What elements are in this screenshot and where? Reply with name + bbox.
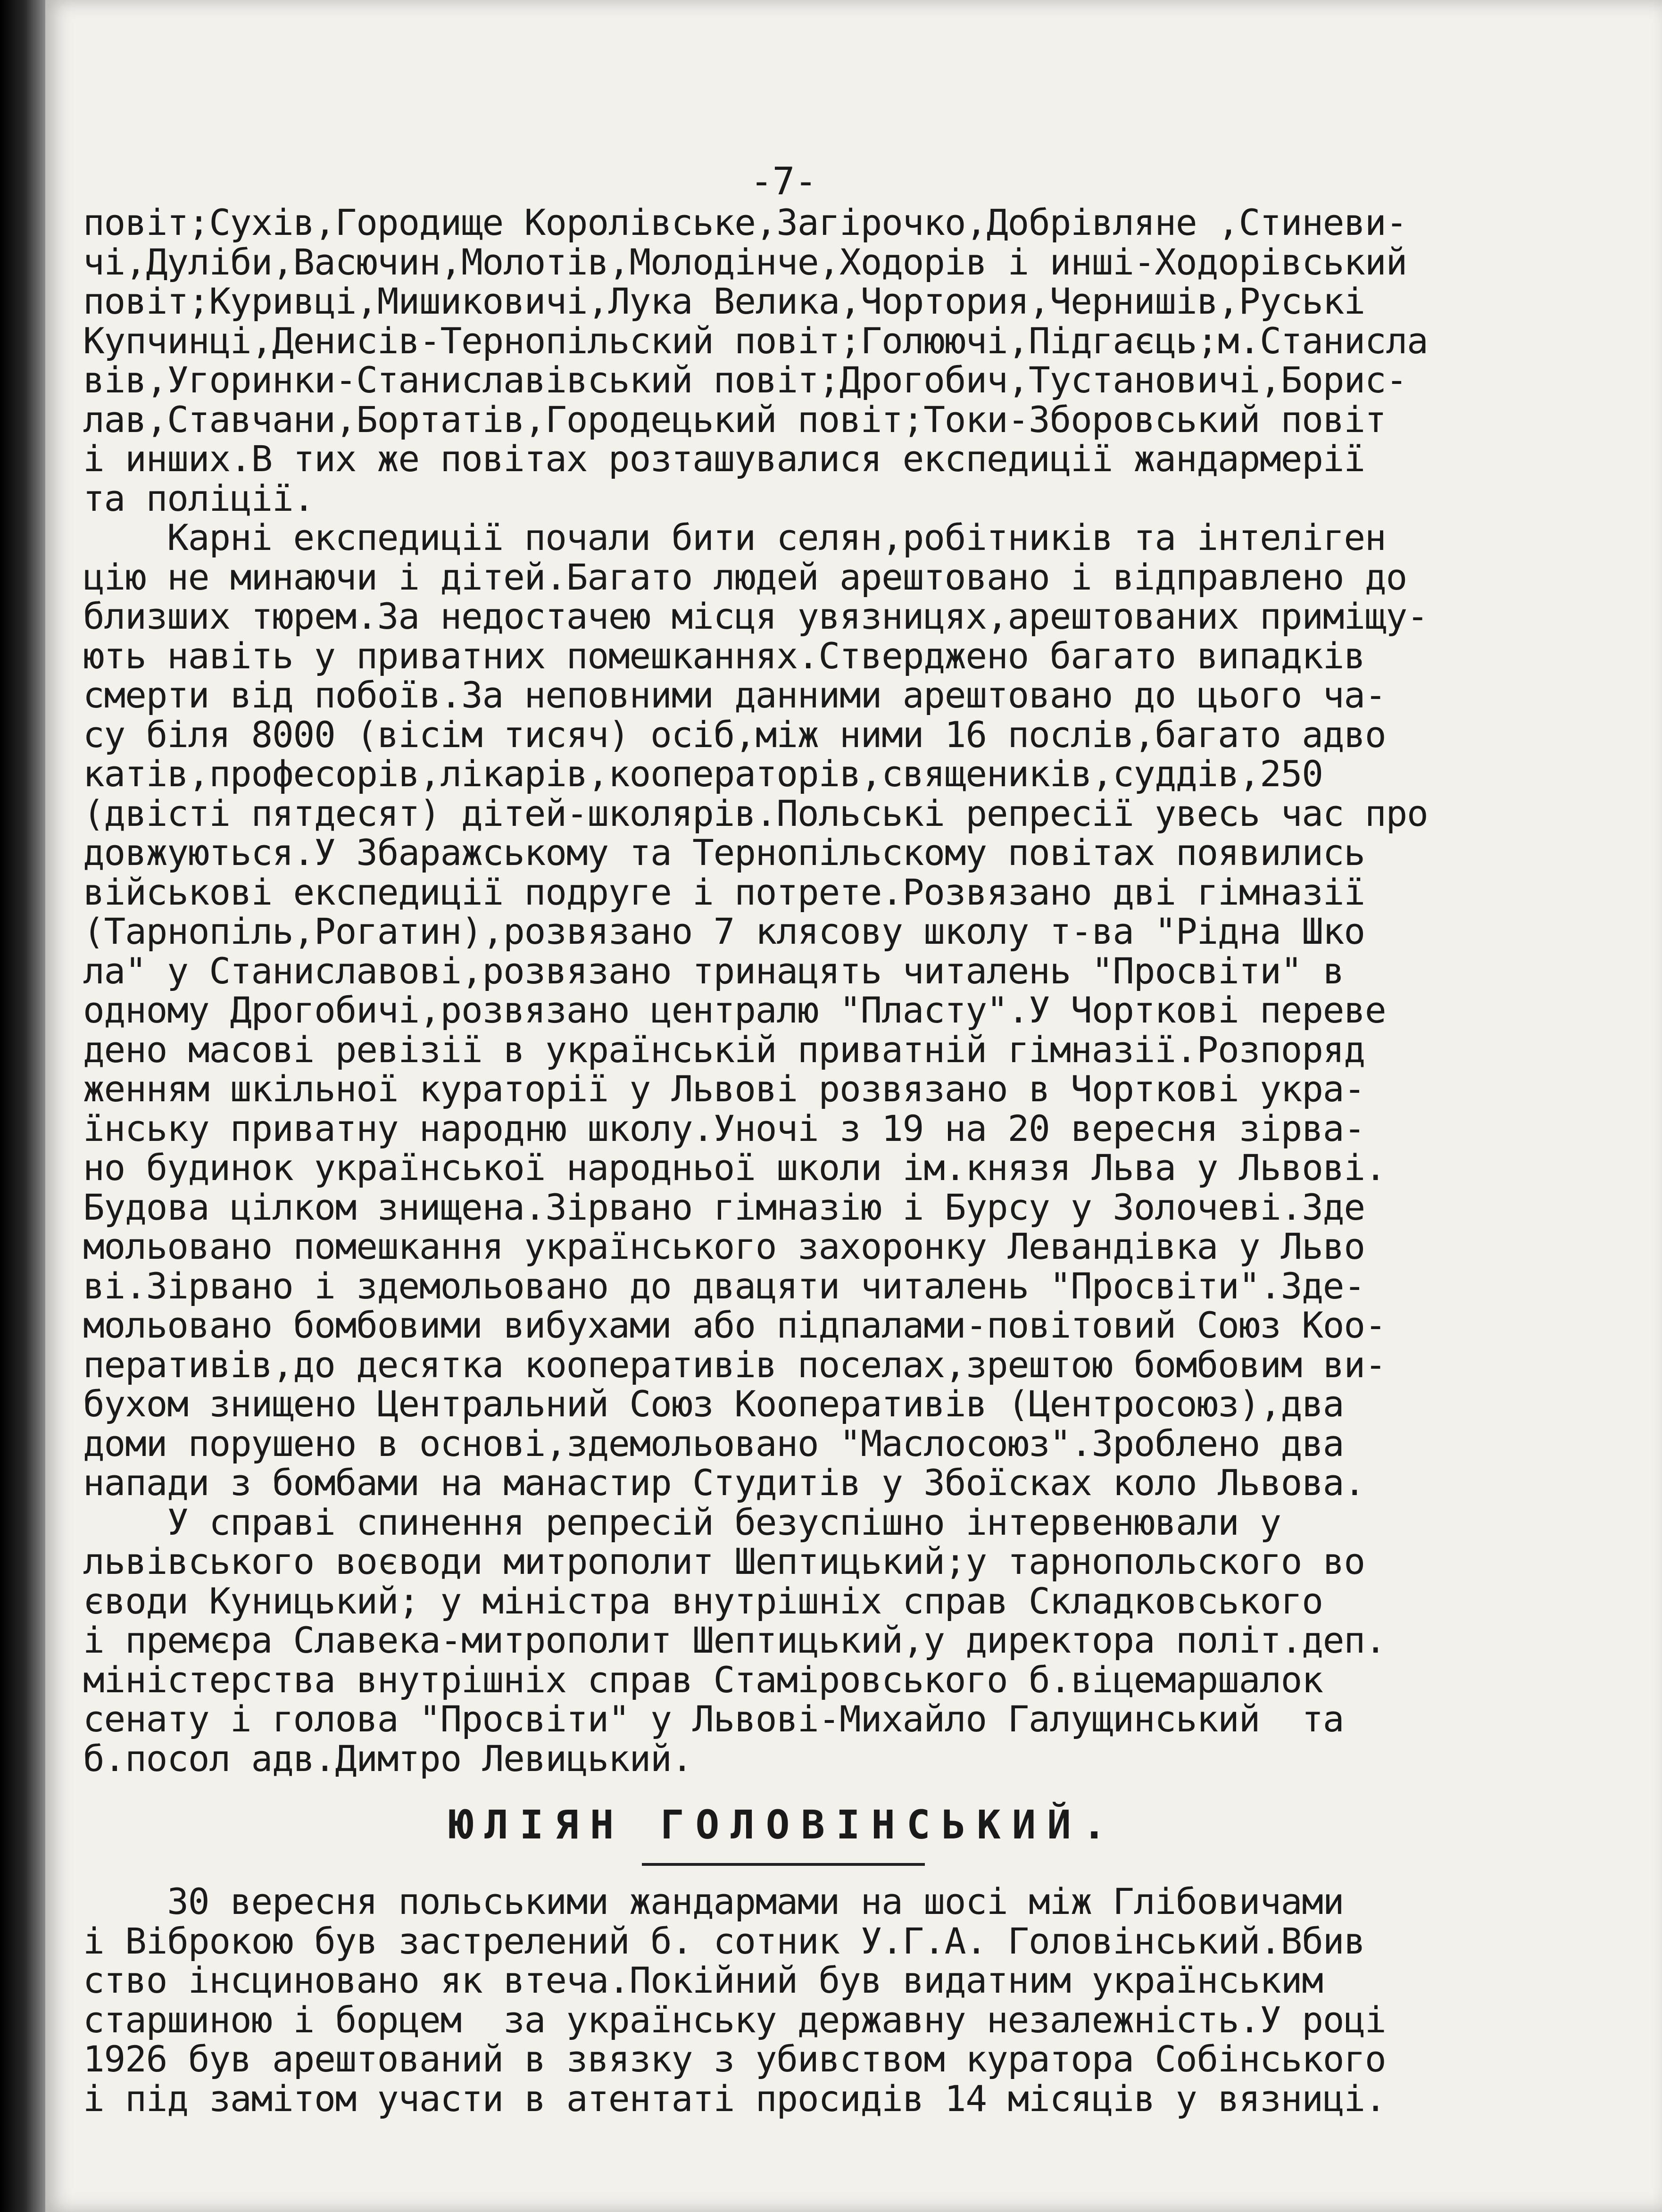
page-number: -7- <box>750 159 817 203</box>
text-line: доми порушено в основі,здемольовано "Маслосоюз".Зроблено два <box>83 1422 1344 1464</box>
text-line: ві.Зірвано і здемольовано до двацяти читалень "Просвіти".Зде- <box>83 1264 1365 1307</box>
text-line: повіт;Сухів,Городище Королівське,Загірочко,Добрівляне ,Стиневи- <box>83 201 1407 243</box>
page-text <box>83 156 1484 2118</box>
heading-underline <box>642 1863 925 1866</box>
text-line: єводи Куницький; у міністра внутрішніх справ Складковського <box>83 1580 1323 1622</box>
text-line: лав,Ставчани,Бортатів,Городецький повіт;Токи-Зборовський повіт <box>83 398 1386 441</box>
text-line: смерти від побоїв.За неповними данними арештовано до цього ча- <box>83 674 1386 716</box>
text-line: вів,Угоринки-Станиславівський повіт;Дрогобич,Тустановичі,Борис- <box>83 359 1407 401</box>
section-heading: ЮЛІЯН ГОЛОВІНСЬКИЙ. <box>449 1802 1118 1848</box>
text-line: і під замітом участи в атентаті просидів 14 місяців у вязниці. <box>83 2077 1386 2120</box>
text-line: міністерства внутрішніх справ Стаміровського б.віцемаршалок <box>83 1658 1323 1701</box>
text-line: бухом знищено Центральний Союз Кооперативів (Центросоюз),два <box>83 1383 1344 1425</box>
text-line: б.посол адв.Димтро Левицький. <box>83 1737 693 1780</box>
body-text-bottom <box>83 1882 1484 2118</box>
text-line: довжуються.У Збаражському та Тернопільскому повітах появились <box>83 832 1365 873</box>
text-line: 30 вересня польськими жандармами на шосі між Глібовичами <box>83 1880 1344 1922</box>
text-line: львівського воєводи митрополит Шептицький;у тарнопольского во <box>83 1540 1365 1582</box>
text-line: су біля 8000 (вісім тисяч) осіб,між ними 16 послів,багато адво <box>83 713 1386 756</box>
text-line: напади з бомбами на манастир Студитів у Збоїсках коло Львова. <box>83 1462 1365 1504</box>
text-line: повіт;Куривці,Мишиковичі,Лука Велика,Чортория,Чернишів,Руські <box>83 280 1365 322</box>
text-line: (Тарнопіль,Рогатин),розвязано 7 клясову школу т-ва "Рідна Шко <box>83 910 1365 952</box>
text-line: (двісті пятдесят) дітей-школярів.Польські репресії увесь час про <box>83 792 1428 834</box>
text-line: Будова цілком знищена.Зірвано гімназію і Бурсу у Золочеві.Зде <box>83 1186 1365 1228</box>
text-line: У справі спинення репресій безуспішно інтервенювали у <box>83 1501 1281 1543</box>
text-line: женням шкільної кураторії у Львові розвязано в Чорткові укра- <box>83 1068 1365 1110</box>
text-line: і премєра Славека-митрополит Шептицький,у директора політ.деп. <box>83 1619 1386 1661</box>
text-line: но будинок української народньої школи ім.князя Льва у Львові. <box>83 1147 1386 1189</box>
text-line: їнську приватну народню школу.Уночі з 19 на 20 вересня зірва- <box>83 1107 1365 1149</box>
text-line: та поліції. <box>83 477 315 519</box>
text-line: дено масові ревізії в українській приватній гімназії.Розпоряд <box>83 1028 1365 1071</box>
text-line: мольовано бомбовими вибухами або підпалами-повітовий Союз Коо- <box>83 1304 1386 1346</box>
text-line: ство інсциновано як втеча.Покійний був видатним українським <box>83 1959 1323 2001</box>
text-line: Купчинці,Денисів-Тернопільский повіт;Голюючі,Підгаєць;м.Станисла <box>83 319 1428 362</box>
text-line: чі,Дуліби,Васючин,Молотів,Молодінче,Ходорів і инші-Ходорівський <box>83 241 1407 283</box>
text-line: перативів,до десятка кооперативів поселах,зрештою бомбовим ви- <box>83 1343 1386 1386</box>
text-line: катів,професорів,лікарів,кооператорів,священиків,суддів,250 <box>83 753 1323 795</box>
text-line: мольовано помешкання українського захоронку Левандівка у Льво <box>83 1225 1365 1267</box>
book-spine-shadow <box>0 0 45 2212</box>
text-line: і инших.В тих же повітах розташувалися експедиції жандармерії <box>83 438 1365 480</box>
text-line: цію не минаючи і дітей.Багато людей арештовано і відправлено до <box>83 556 1407 598</box>
text-line: і Віброкою був застрелений б. сотник У.Г.А. Головінський.Вбив <box>83 1920 1365 1962</box>
text-line: Карні експедиції почали бити селян,робітників та інтеліген <box>83 516 1386 558</box>
text-line: одному Дрогобичі,розвязано централю "Пласту".У Чорткові переве <box>83 989 1386 1031</box>
text-line: близших тюрем.За недостачею місця увязницях,арештованих приміщу- <box>83 595 1428 637</box>
typewritten-page <box>45 0 1662 2212</box>
text-line: ють навіть у приватних помешканнях.Стверджено багато випадків <box>83 634 1365 677</box>
text-line: 1926 був арештований в звязку з убивством куратора Собінського <box>83 2038 1386 2080</box>
text-line: військові експедиції подруге і потрете.Розвязано дві гімназії <box>83 871 1365 913</box>
text-line: ла" у Станиславові,розвязано тринацять читалень "Просвіти" в <box>83 949 1344 992</box>
body-text-top <box>83 203 1484 1778</box>
text-line: сенату і голова "Просвіти" у Львові-Михайло Галущинський та <box>83 1698 1344 1740</box>
text-line: старшиною і борцем за українську державну незалежність.У році <box>83 1998 1386 2041</box>
